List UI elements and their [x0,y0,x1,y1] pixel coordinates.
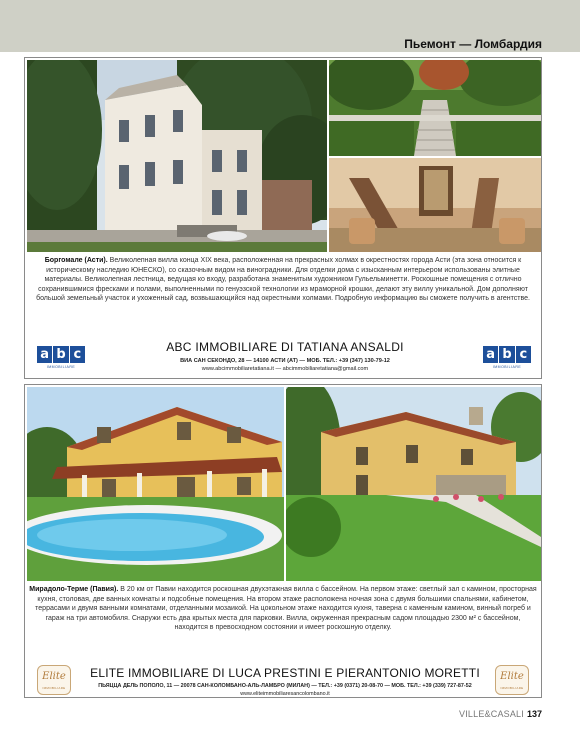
logo-letter: a [37,346,52,363]
listing-text: В 20 км от Павии находится роскошная двухэтажная вилла с бассейном. На первом этаже: светлый зал с камином, просторная кухня, столовая, две ванных комнаты и подсобные помещения. На втором этаже расположена ночная зона с двумя большими спальнями, кабинетом, террасами и двумя ванными комнатами, отделанными мозаикой. На цокольном этаже находится кухня, таверна с каменным камином, винный погреб и гараж на три автомобиля. Снаружи есть два крытых места для парковки. Вилла, окруженная прекрасным садом площадью 2300 м² с бассейном, находится в превосходном состоянии и имеет роскошную отделку. [35,586,537,632]
villa-pool-photo [27,387,284,581]
listing-borgomale [24,57,542,379]
elite-logo-left [37,665,71,695]
villa-facade-photo [27,60,327,252]
logo-script: Elite [500,671,524,682]
elite-logo-right [495,665,529,695]
region-title: Пьемонт — Ломбардия [404,37,542,51]
agency-name: ABC IMMOBILIARE DI TATIANA ANSALDI [166,340,404,354]
listing-place: Боргомале (Асти). [44,257,108,264]
logo-subtitle: IMMOBILIARE [42,686,66,690]
garden-staircase-photo [329,60,541,156]
agency-web[interactable]: www.abcimmobiliaretatiana.it — abcimmobiliaretatiana@gmail.com [201,366,369,372]
magazine-brand: VILLE&CASALI [459,709,524,719]
listing-place: Мирадоло-Терме (Павия). [29,586,119,593]
logo-letter: a [483,346,498,363]
agency-contact [87,666,483,697]
listing-description [29,256,537,304]
interior-hall-photo [329,158,541,252]
listing-description [29,585,537,633]
listing-miradolo [24,384,542,698]
logo-subtitle: IMMOBILIARE [500,686,524,690]
agency-name: ELITE IMMOBILIARE DI LUCA PRESTINI E PIERANTONIO MORETTI [90,666,480,680]
listing-text: Великолепная вилла конца XIX века, расположенная на прекрасных холмах в окрестностях города Асти (эта зона относится к историческому наследию ЮНЕСКО), со сказочным видом на виноградники. Для отделки дома с изысканным интерьером использованы элитные материалы. Великолепная лестница, ведущая ко входу, разработана знаменитым художником Гульельминетти. Роскошные помещения с отлично сохранившимися фресками и полами, выполненными по генуэзской технологии из мраморной крошки, делают эту виллу уникальной. Дом дополняют большой земельный участок и ухоженный сад, возвышающийся над окрестными холмами. Подробную информацию вы сможете получить в агентстве. [36,257,530,303]
logo-letter: c [70,346,85,363]
page-footer [459,709,542,719]
page-number: 137 [526,709,542,719]
agency-web[interactable]: www.eliteimmobiliaresancolombano.it [240,691,330,697]
agency-contact [105,340,465,372]
logo-subtitle: IMMOBILIARE [46,365,76,369]
agency-address: ПЬЯЦЦА ДЕЛЬ ПОПОЛО, 11 — 20078 САН-КОЛОМБАНО-АЛЬ-ЛАМБРО (МИЛАН) — ТЕЛ.: +39 (0371) 20-08-70 — МОБ. ТЕЛ.: +39 (339) 727-87-52 [98,683,472,689]
agency-address: ВИА САН СЕКОНДО, 28 — 14100 АСТИ (AT) — МОБ. ТЕЛ.: +39 (347) 130-79-12 [180,358,390,364]
logo-letter: b [499,346,514,363]
logo-subtitle: IMMOBILIARE [492,365,522,369]
abc-logo-right [483,346,531,370]
abc-logo-left [37,346,85,370]
logo-script: Elite [42,671,66,682]
logo-letter: c [516,346,531,363]
villa-garden-photo [286,387,541,581]
page-header-band [0,0,580,52]
logo-letter: b [53,346,68,363]
